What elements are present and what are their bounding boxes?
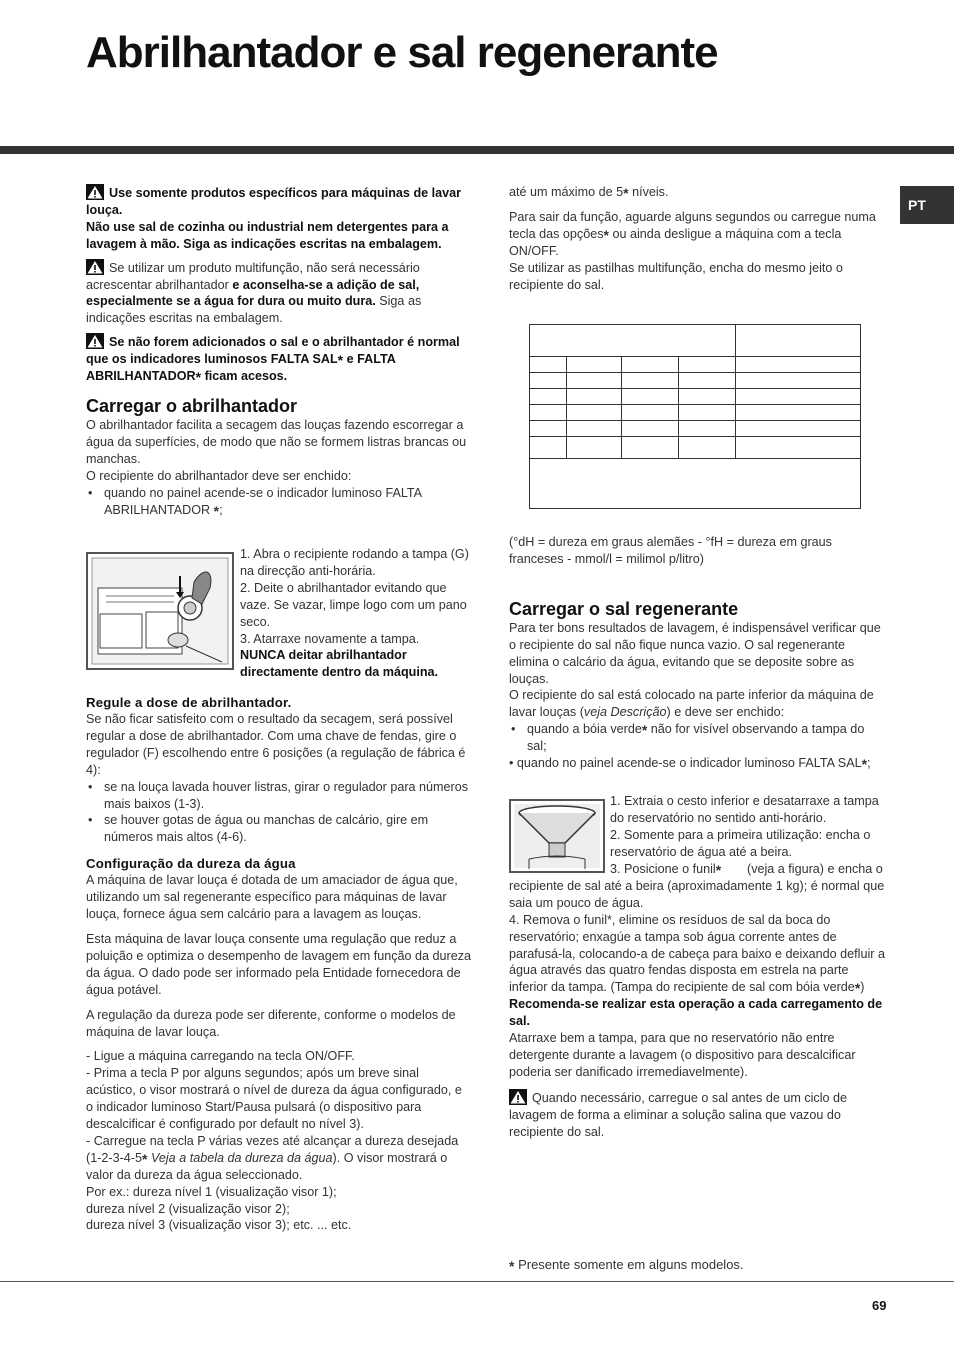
- reference: veja Descrição: [583, 705, 667, 720]
- table-cell: [530, 325, 736, 357]
- footnote: [509, 1257, 887, 1274]
- table-legend: (°dH = dureza em graus alemães - °fH = dureza em graus franceses - mmol/l = milimol p/litro): [509, 535, 832, 566]
- warning-text: Não use sal de cozinha ou industrial nem detergentes para a lavagem à mão. Siga as indicações escritas na embalagem.: [86, 219, 449, 251]
- water-hardness-table: [529, 324, 861, 509]
- paragraph: O recipiente do sal está colocado na parte inferior da máquina de lavar louças (: [509, 688, 874, 720]
- asterisk: *: [641, 722, 648, 739]
- step-text: 3. Atarraxe novamente a tampa.: [240, 631, 420, 646]
- warning-text: Use somente produtos específicos para máquinas de: [109, 186, 429, 200]
- paragraph: Siga as indicações escritas na embalagem.: [86, 294, 422, 326]
- asterisk: *: [337, 352, 344, 369]
- salt-steps-top: [610, 793, 887, 861]
- table-cell: [530, 421, 567, 437]
- paragraph: Para ter bons resultados de lavagem, é indispensável verificar que o recipiente do sal não fique nunca vazio. O sal regenerante elimina o calcário da água, evitando que se deposite sobre as louças.: [509, 620, 881, 686]
- page-number: 69: [872, 1298, 887, 1313]
- warning-text: lavar louça.: [86, 186, 462, 217]
- table-cell: [567, 437, 622, 459]
- table-cell: [736, 405, 861, 421]
- table-cell: [622, 357, 679, 373]
- bullet-text: • se na louça lavada houver listras, girar o regulador para números mais baixos (1-3).: [86, 779, 472, 813]
- bullet-text: quando no painel acende-se o indicador luminoso FALTA ABRILHANTADOR: [104, 485, 422, 517]
- footer-rule: [0, 1281, 954, 1282]
- warning-text: e: [346, 352, 354, 367]
- table-cell: [530, 405, 567, 421]
- bullet-text: não for visível observando a tampa do sal;: [527, 722, 865, 754]
- warning-icon: [509, 1089, 527, 1105]
- table-cell: [622, 389, 679, 405]
- warning-icon: [86, 259, 104, 275]
- paragraph: A máquina de lavar louça é dotada de um amaciador de água que, utilizando um sal regenerante específico para máquinas de lavar louça, fornece água sem calcário para a lavagem as louças.: [86, 873, 458, 922]
- rinse-steps: [240, 546, 472, 681]
- table-cell: [679, 357, 736, 373]
- asterisk: *: [213, 502, 220, 519]
- warning-text: ficam acesos.: [204, 369, 288, 384]
- step-text: 3. Posicione o funil: [610, 862, 716, 876]
- table-cell: [567, 357, 622, 373]
- asterisk: *: [603, 226, 609, 243]
- paragraph: O recipiente do abrilhantador deve ser enchido:: [86, 468, 352, 483]
- section-heading: Carregar o abrilhantador: [86, 395, 298, 416]
- table-cell: [736, 325, 861, 357]
- step-text: (veja a figura) e encha o recipiente de sal até a beira (aproximadamente 1 kg); é normal que saia um pouco de água.: [509, 862, 885, 910]
- step-text: 2. Deite o abrilhantador evitando que vaze. Se vazar, limpe logo com um pano seco.: [240, 580, 467, 629]
- left-column: Use somente produtos específicos para máquinas de lavar louça. Não use sal de cozinha ou industrial nem detergentes para a lavagem à mão. Siga as indicações escritas na embalagem. Se utilizar um produto multifunção, não será necessário acrescentar abrilhantador e aconselha-se a adição de sal, especialmente se a água for dura ou muito dura. Siga as indicações escritas na embalagem. Se não forem adicionados o sal e o abrilhantador é normal que os indicadores luminosos FALTA SAL* e FALTA ABRILHANTADOR* ficam acesos. Carregar o abrilhantador O abrilhantador facilita a secagem das louças fazendo escorregar a água da superfícies, de modo que não se formem listras brancas ou manchas. O recipiente do abrilhantador deve ser enchido: • quando no painel acende-se o indicador luminoso FALTA ABRILHANTADOR *;: [86, 184, 472, 518]
- example-line: Por ex.: dureza nível 1 (visualização visor 1);: [86, 1184, 337, 1199]
- table-cell: [679, 405, 736, 421]
- recommendation: Recomenda-se realizar esta operação a cada carregamento de sal.: [509, 997, 883, 1029]
- step-warning: NUNCA deitar abrilhantador directamente dentro da máquina.: [240, 648, 439, 680]
- table-cell: [736, 373, 861, 389]
- salt-steps: 3. Posicione o funil* (veja a figura) e encha o recipiente de sal até a beira (aproximadamente 1 kg); é normal que saia um pouco de água. 4. Remova o funil*, elimine os resíduos de sal da boca do reservatório; enxagúe a tampa sob água corrente antes de parafusá-la, colocando-a de cabeça para baixo e deixando defluir a água através das quatro fendas disposta em estrela na parte inferior da tampa. (Tampa do recipiente de sal com bóia verde*) Recomenda-se realizar esta operação a cada carregamento de sal. Atarraxe bem a tampa, para que no reservatório não entre detergente durante a lavagem (o dispositivo para descalcificar poderia ser danificado irremediavelmente). Quando necessário, carregue o sal antes de um ciclo de lavagem de forma a eliminar a solução salina que vazou do recipiente do sal.: [509, 861, 887, 1141]
- step-text: 1. Extraia o cesto inferior e desatarraxe a tampa do reservatório no sentido anti-horário.: [610, 794, 879, 825]
- instruction: ). O visor mostrará o valor da dureza da água seleccionado.: [86, 1150, 448, 1182]
- asterisk: *: [861, 756, 868, 773]
- instruction: - Prima a tecla P por alguns segundos; após um breve sinal acústico, o visor mostrará o nível de dureza da água configurado, e o indicador luminoso Start/Pausa pulsará (o dispositivo para descalcificar é configurado por default no nível 3).: [86, 1066, 462, 1132]
- warning-icon: [86, 184, 104, 200]
- asterisk: *: [623, 185, 629, 201]
- table-cell: [622, 405, 679, 421]
- paragraph: Se utilizar um produto multifunção, não será necessário acrescentar abrilhantador: [86, 260, 420, 292]
- step-text: 4. Remova o funil*, elimine os resíduos de sal da boca do reservatório; enxagúe a tampa sob água corrente antes de parafusá-la, colocando-a de cabeça para baixo e deixando defluir a água através das quatro fendas disposta em estrela na parte inferior da tampa. (Tampa do recipiente de sal com bóia verde: [509, 912, 885, 995]
- paragraph: O abrilhantador facilita a secagem das louças fazendo escorregar a água da superfícies, de modo que não se formem listras brancas ou manchas.: [86, 417, 467, 466]
- bullet-text: quando a bóia verde: [527, 722, 642, 737]
- subheading: Regule a dose de abrilhantador.: [86, 695, 292, 710]
- table-cell: [622, 437, 679, 459]
- table-cell: [530, 357, 567, 373]
- right-column: [509, 184, 887, 293]
- paragraph: até um máximo de 5: [509, 185, 624, 199]
- right-column-lower: (°dH = dureza em graus alemães - °fH = dureza em graus franceses - mmol/l = milimol p/litro) Carregar o sal regenerante Para ter bons resultados de lavagem, é indispensável verificar que o recipiente do sal não fique nunca vazio. O sal regenerante elimina o calcário da água, evitando que se deposite sobre as louças. O recipiente do sal está colocado na parte inferior da máquina de lavar louças (veja Descrição) e deve ser enchido: • quando a bóia verde* não for visível observando a tampa do sal; • quando no painel acende-se o indicador luminoso FALTA SAL*;: [509, 534, 887, 772]
- table-cell: [622, 373, 679, 389]
- paragraph: Atarraxe bem a tampa, para que no reservatório não entre detergente durante a lavagem (o dispositivo para descalcificar poderia ser danificado irremediavelmente).: [509, 1031, 856, 1079]
- table-cell: [679, 437, 736, 459]
- paragraph: ) e deve ser enchido:: [666, 705, 785, 720]
- page-title: Abrilhantador e sal regenerante: [86, 28, 718, 77]
- paragraph: A regulação da dureza pode ser diferente, conforme o modelos de máquina de lavar louça.: [86, 1007, 456, 1039]
- paragraph: níveis.: [632, 185, 669, 199]
- step-text: 1. Abra o recipiente rodando a tampa (G) na direcção anti-horária.: [240, 547, 469, 578]
- table-cell: [736, 437, 861, 459]
- table-cell: [530, 459, 861, 509]
- language-tab: PT: [900, 186, 954, 224]
- example-line: dureza nível 2 (visualização visor 2);: [86, 1201, 290, 1216]
- table-cell: [736, 421, 861, 437]
- paragraph: ou ainda desligue a máquina com a tecla ON/OFF.: [509, 226, 842, 258]
- bullet-text: • se houver gotas de água ou manchas de calcário, gire em números mais altos (4-6).: [86, 812, 472, 846]
- table-cell: [567, 373, 622, 389]
- instruction: - Ligue a máquina carregando na tecla ON/OFF.: [86, 1049, 355, 1064]
- paragraph: Esta máquina de lavar louça consente uma regulação que reduz a poluição e optimiza o desempenho de lavagem em função da dureza da água. O dado pode ser informado pela Entidade fornecedora de água potável.: [86, 931, 472, 997]
- table-reference: Veja a tabela da dureza da água: [150, 1150, 333, 1165]
- asterisk: *: [195, 369, 202, 386]
- table-cell: [679, 389, 736, 405]
- table-cell: [567, 421, 622, 437]
- table-cell: [622, 421, 679, 437]
- warning-text: Se não forem adicionados o sal e o abrilhantador é normal que os indicadores luminosos FALTA SAL: [86, 335, 460, 367]
- warning-text: FALTA ABRILHANTADOR: [86, 352, 396, 384]
- table-cell: [567, 389, 622, 405]
- instruction: - Carregue na tecla P várias vezes até alcançar a dureza desejada (1-2-3-4-5: [86, 1133, 459, 1165]
- example-line: dureza nível 3 (visualização visor 3); etc. ... etc.: [86, 1218, 352, 1233]
- left-column-lower: [86, 694, 472, 1234]
- warning-icon: [86, 333, 104, 349]
- paragraph: Se não ficar satisfeito com o resultado da secagem, será possível regular a dose de abrilhantador. Com uma chave de fendas, gire o regulador (F) escolhendo entre 6 posições (a regulação de fábrica é 4):: [86, 712, 466, 777]
- asterisk: *: [715, 862, 722, 878]
- table-cell: [736, 389, 861, 405]
- paragraph-bold: e aconselha-se a adição de sal, especialmente se a água for dura ou muito dura.: [86, 277, 420, 309]
- table-cell: [530, 389, 567, 405]
- asterisk: *: [854, 980, 861, 997]
- title-rule: [0, 146, 954, 154]
- bullet-text: • quando no painel acende-se o indicador luminoso FALTA SAL: [509, 756, 862, 771]
- section-heading: Carregar o sal regenerante: [509, 598, 739, 619]
- asterisk: *: [509, 1258, 515, 1274]
- paragraph: Para sair da função, aguarde alguns segundos ou carregue numa tecla das opções: [509, 209, 876, 241]
- footnote-text: Presente somente em alguns modelos.: [518, 1257, 744, 1272]
- table-cell: [736, 357, 861, 373]
- table-cell: [679, 373, 736, 389]
- rinse-aid-illustration: [86, 552, 234, 670]
- table-cell: [530, 373, 567, 389]
- asterisk: *: [142, 1150, 148, 1167]
- table-cell: [530, 437, 567, 459]
- table-cell: [567, 405, 622, 421]
- subheading: Configuração da dureza da água: [86, 856, 296, 872]
- step-text: 2. Somente para a primeira utilização: encha o reservatório de água até a beira.: [610, 827, 871, 859]
- paragraph: Se utilizar as pastilhas multifunção, encha do mesmo jeito o recipiente do sal.: [509, 260, 843, 292]
- warning-text: Quando necessário, carregue o sal antes de um ciclo de lavagem de forma a eliminar a solução salina que vazou do recipiente do sal.: [509, 1090, 848, 1139]
- table-cell: [679, 421, 736, 437]
